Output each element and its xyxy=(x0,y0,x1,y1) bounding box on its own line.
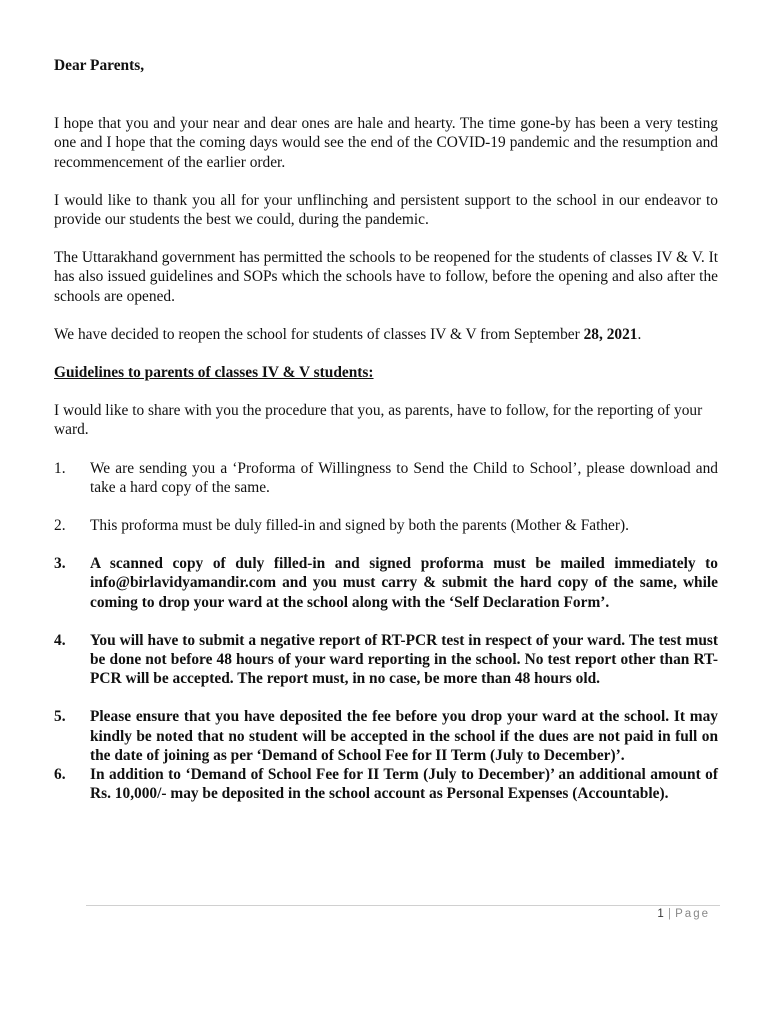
list-number: 1. xyxy=(54,459,66,477)
procedure-intro: I would like to share with you the procedure that you, as parents, have to follow, for the reporting of your ward. xyxy=(54,402,703,439)
page-label: Page xyxy=(675,908,710,920)
guidelines-heading: Guidelines to parents of classes IV & V students: xyxy=(54,364,374,382)
list-item-6 xyxy=(54,765,718,803)
reopen-date: 28, 2021 xyxy=(583,325,638,343)
page-footer xyxy=(657,908,710,920)
list-item-5 xyxy=(54,707,718,765)
list-item-1 xyxy=(54,459,718,497)
paragraph-thanks: I would like to thank you all for your unflinching and persistent support to the school in our endeavor to provide our students the best we could, during the pandemic. xyxy=(54,191,718,229)
list-item-4 xyxy=(54,631,718,689)
paragraph-government: The Uttarakhand government has permitted the schools to be reopened for the students of classes IV & V. It has also issued guidelines and SOPs which the schools have to follow, before the opening and also after the schools are opened. xyxy=(54,249,718,305)
greeting: Dear Parents, xyxy=(54,57,145,74)
list-text: Please ensure that you have deposited the fee before you drop your ward at the school. It may kindly be noted that no student will be accepted in the school if the dues are not paid in full on the date of joining as per ‘Demand of School Fee for II Term (July to December)’. xyxy=(90,708,718,764)
page-number: 1 xyxy=(657,908,665,920)
list-text: This proforma must be duly filled-in and signed by both the parents (Mother & Father). xyxy=(90,517,629,535)
list-number: 3. xyxy=(54,555,66,573)
list-text: We are sending you a ‘Proforma of Willingness to Send the Child to School’, please download and take a hard copy of the same. xyxy=(90,459,718,496)
list-text: You will have to submit a negative report of RT-PCR test in respect of your ward. The test must be done not before 48 hours of your ward reporting in the school. No test report other than RT-PCR will be accepted. The report must, in no case, be more than 48 hours old. xyxy=(90,631,718,688)
list-number: 5. xyxy=(54,708,66,726)
list-number: 4. xyxy=(54,631,66,649)
list-text: In addition to ‘Demand of School Fee for II Term (July to December)’ an additional amount of Rs. 10,000/- may be deposited in the school account as Personal Expenses (Accountable). xyxy=(90,766,718,803)
footer-divider xyxy=(86,905,720,906)
list-number: 6. xyxy=(54,766,66,784)
reopen-text: We have decided to reopen the school for students of classes IV & V from September xyxy=(54,325,584,343)
list-item-2 xyxy=(54,516,718,535)
paragraph-reopen xyxy=(54,325,718,344)
paragraph-health: I hope that you and your near and dear ones are hale and hearty. The time gone-by has been a very testing one and I hope that the coming days would see the end of the COVID-19 pandemic and the resumption and recommencement of the earlier order. xyxy=(54,115,718,171)
footer-separator: | xyxy=(667,908,672,920)
list-text: A scanned copy of duly filled-in and signed proforma must be mailed immediately to info@birlavidyamandir.com and you must carry & submit the hard copy of the same, while coming to drop your ward at the school along with the ‘Self Declaration Form’. xyxy=(90,555,718,611)
list-number: 2. xyxy=(54,517,66,535)
list-item-3 xyxy=(54,554,718,612)
reopen-end: . xyxy=(637,325,642,343)
letter-body xyxy=(54,56,718,803)
